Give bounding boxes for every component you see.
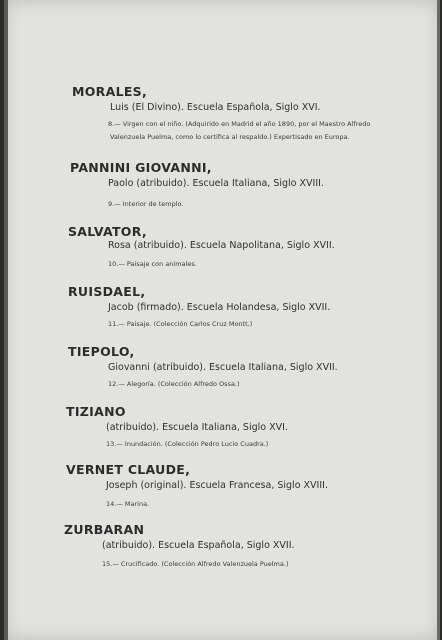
artist-name: SALVATOR, — [68, 224, 147, 239]
artist-name: TIZIANO — [66, 404, 126, 419]
artwork-item: 11.— Paisaje. (Colección Carlos Cruz Montt.) — [108, 320, 253, 328]
page-edge-right — [437, 0, 440, 640]
artist-attribution: Giovanni (atribuido). Escuela Italiana, Siglo XVII. — [108, 362, 338, 373]
artist-name: TIEPOLO, — [68, 344, 135, 359]
artist-attribution: Paolo (atribuido). Escuela Italiana, Siglo XVIII. — [108, 178, 324, 189]
artist-attribution: Rosa (atribuido). Escuela Napolitana, Siglo XVII. — [108, 240, 335, 251]
artist-name: RUISDAEL, — [68, 284, 146, 299]
catalog-page — [4, 0, 440, 640]
artist-name: VERNET CLAUDE, — [66, 462, 191, 477]
artist-name: MORALES, — [72, 84, 148, 99]
artist-attribution: (atribuido). Escuela Italiana, Siglo XVI. — [106, 422, 288, 433]
artist-attribution: Luis (El Divino). Escuela Española, Siglo XVI. — [110, 102, 321, 113]
artwork-item — [108, 118, 370, 144]
artwork-item: 13.— Inundación. (Colección Pedro Lucio Cuadra.) — [106, 440, 269, 448]
page-edge-left — [4, 0, 8, 640]
artist-attribution: (atribuido). Escuela Española, Siglo XVII. — [102, 540, 295, 551]
artwork-item: 14.— Marina. — [106, 500, 150, 508]
artwork-item: 10.— Paisaje con animales. — [108, 260, 197, 268]
artist-attribution: Jacob (firmado). Escuela Holandesa, Siglo XVII. — [108, 302, 331, 313]
artist-name: ZURBARAN — [64, 522, 145, 537]
artwork-item: 12.— Alegoría. (Colección Alfredo Ossa.) — [108, 380, 240, 388]
artwork-item-line: Valenzuela Puelma, como lo certifica al respaldo.) Expertisado en Europa. — [110, 133, 350, 141]
artwork-item: 15.— Crucificado. (Colección Alfredo Valenzuela Puelma.) — [102, 560, 289, 568]
artwork-item-line: 8.— Virgen con el niño. (Adquirido en Madrid el año 1890, por el Maestro Alfredo — [108, 120, 371, 128]
artist-name: PANNINI GIOVANNI, — [70, 160, 212, 175]
artist-attribution: Joseph (original). Escuela Francesa, Siglo XVIII. — [106, 480, 328, 491]
artwork-item: 9.— Interior de templo. — [108, 200, 184, 208]
